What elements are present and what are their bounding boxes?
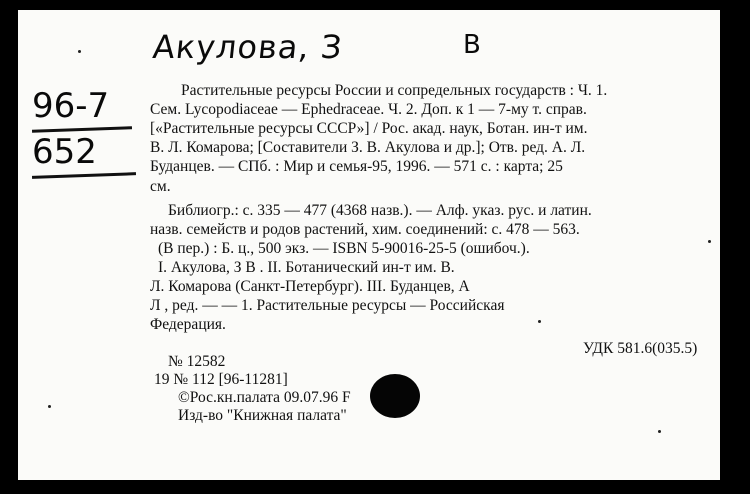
record-line: назв. семейств и родов растений, хим. соединений: с. 478 — 563. [150,221,580,238]
record-line: Федерация. [150,316,226,333]
record-line: Буданцев. — СПб. : Мир и семья-95, 1996. — 571 с. : карта; 25 [150,158,563,175]
dust-speck [78,50,81,53]
handwritten-shelf-code-top: 96-7 [32,86,110,126]
catalog-card [18,10,720,480]
udk-code: УДК 581.6(035.5) [583,340,698,357]
record-line: см. [150,178,171,195]
record-line: Л , ред. — — 1. Растительные ресурсы — Российская [150,297,505,314]
record-line: (В пер.) : Б. ц., 500 экз. — ISBN 5-90016-25-5 (ошибоч.). [158,240,530,257]
handwritten-underline [32,172,136,179]
year-line: 19 № 112 [96-11281] [154,371,288,388]
card-number: № 12582 [168,353,226,370]
handwritten-author-name: Акулова, З [151,28,345,66]
dust-speck [538,320,541,323]
dust-speck [708,240,711,243]
ink-blot [370,374,420,418]
handwritten-shelf-code-bottom: 652 [32,132,97,172]
record-line: Л. Комарова (Санкт-Петербург). III. Буданцев, А [150,278,470,295]
dust-speck [658,430,661,433]
dust-speck [48,405,51,408]
record-line: Библиогр.: с. 335 — 477 (4368 назв.). — Алф. указ. рус. и латин. [168,202,592,219]
record-line: Сем. Lycopodiaceae — Ephedraceae. Ч. 2. Доп. к 1 — 7-му т. справ. [150,101,587,118]
handwritten-letter: В [463,30,481,60]
record-line: [«Растительные ресурсы СССР»] / Рос. акад. наук, Ботан. ин-т им. [150,120,588,137]
record-line: В. Л. Комарова; [Составители З. В. Акулова и др.]; Отв. ред. А. Л. [150,139,586,156]
record-line: I. Акулова, З В . II. Ботанический ин-т им. В. [158,259,455,276]
book-chamber-line: ©Рос.кн.палата 09.07.96 F [178,389,351,406]
record-line: Растительные ресурсы России и сопредельных государств : Ч. 1. [181,82,608,99]
publisher-line: Изд-во "Книжная палата" [178,407,347,424]
